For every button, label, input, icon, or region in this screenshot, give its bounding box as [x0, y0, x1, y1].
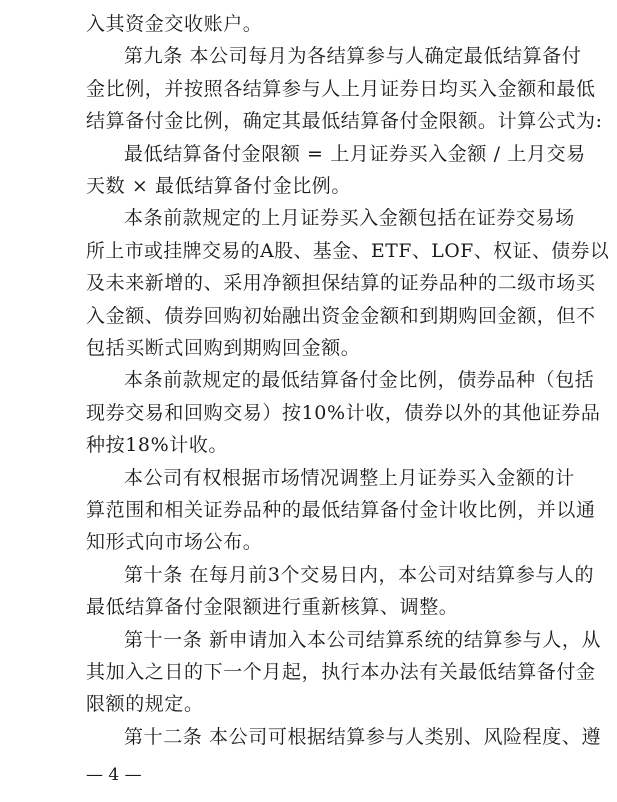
text-line-14: 种按18%计收。 — [86, 434, 229, 457]
text-line-2: 第九条 本公司每月为各结算参与人确定最低结算备付 — [124, 45, 582, 68]
text-line-20: 第十一条 新申请加入本公司结算系统的结算参与人，从 — [124, 628, 602, 651]
text-line-19: 最低结算备付金限额进行重新核算、调整。 — [86, 596, 459, 619]
text-line-3: 金比例，并按照各结算参与人上月证券日均买入金额和最低 — [86, 77, 596, 100]
text-line-23: 第十二条 本公司可根据结算参与人类别、风险程度、遵 — [124, 725, 602, 748]
text-line-17: 知形式向市场公布。 — [86, 531, 263, 554]
text-line-18: 第十条 在每月前3个交易日内，本公司对结算参与人的 — [124, 563, 595, 586]
text-line-9: 及未来新增的、采用净额担保结算的证券品种的二级市场买 — [86, 272, 596, 295]
text-line-1: 入其资金交收账户。 — [86, 13, 263, 35]
text-line-22: 限额的规定。 — [86, 693, 204, 716]
text-line-12: 本条前款规定的最低结算备付金比例，债券品种（包括 — [124, 369, 595, 392]
text-line-5: 最低结算备付金限额 = 上月证券买入金额 / 上月交易 — [124, 142, 586, 165]
text-line-13: 现券交易和回购交易）按10%计收，债券以外的其他证券品 — [86, 401, 601, 424]
text-line-21: 其加入之日的下一个月起，执行本办法有关最低结算备付金 — [86, 661, 596, 683]
text-line-4: 结算备付金比例，确定其最低结算备付金限额。计算公式为: — [86, 110, 603, 133]
text-line-10: 入金额、债券回购初始融出资金金额和到期购回金额，但不 — [86, 304, 596, 327]
text-line-8: 所上市或挂牌交易的A股、基金、ETF、LOF、权证、债券以 — [86, 239, 610, 262]
text-line-15: 本公司有权根据市场情况调整上月证券买入金额的计 — [124, 466, 575, 489]
text-line-11: 包括买断式回购到期购回金额。 — [86, 337, 361, 359]
text-line-16: 算范围和相关证券品种的最低结算备付金计收比例，并以通 — [86, 499, 596, 521]
text-line-6: 天数 × 最低结算备付金比例。 — [86, 175, 351, 197]
text-line-7: 本条前款规定的上月证券买入金额包括在证券交易场 — [124, 207, 575, 230]
page-number: — 4 — — [86, 765, 142, 785]
